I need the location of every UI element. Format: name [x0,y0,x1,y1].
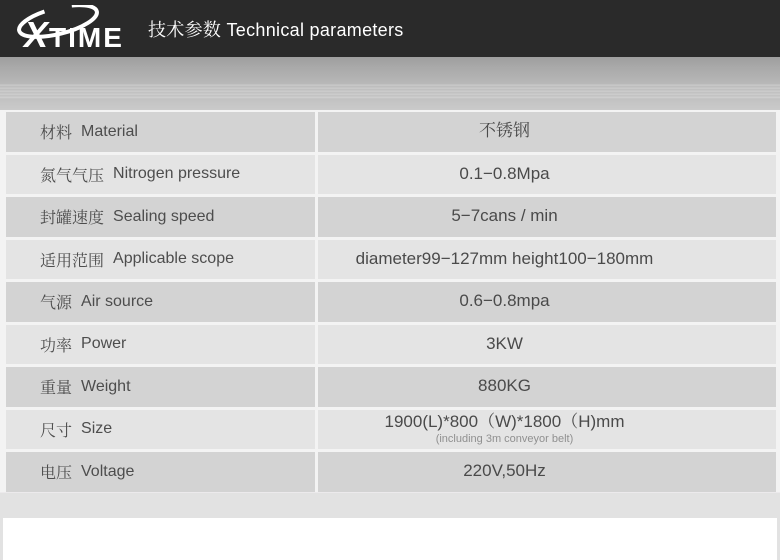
row-value-cell [318,240,776,280]
row-label-cell [6,240,315,280]
row-value-note: (including 3m conveyor belt) [435,432,574,445]
logo-letters-time: TIME [49,21,124,53]
row-label-cell [6,282,315,322]
header-shadow-band [0,57,780,110]
table-row [6,325,776,365]
row-label-cell [6,410,315,450]
table-row [6,452,776,492]
row-value-cell [318,410,776,450]
row-value: 880KG [478,376,531,396]
logo-letter-x: X [24,13,49,53]
row-label-en: Nitrogen pressure [113,165,241,183]
row-label-cell [6,112,315,152]
table-row [6,155,776,195]
row-label-en: Applicable scope [113,250,234,268]
row-value: 1900(L)*800（W)*1800（H)mm [384,411,625,431]
row-label-en: Air source [81,292,154,310]
row-label-zh: 封罐速度 [40,210,105,228]
row-label-en: Power [81,335,127,353]
row-value: 3KW [486,333,523,353]
row-label-zh: 电压 [40,465,73,483]
xtime-logo-graphic [16,5,134,53]
row-label-cell [6,367,315,407]
row-label-en: Size [81,420,113,438]
row-label-zh: 材料 [40,125,73,143]
table-row [6,112,776,152]
table-row [6,197,776,237]
row-value-cell [318,112,776,152]
row-value: 不锈钢 [479,121,530,141]
table-row [6,282,776,322]
table-row [6,240,776,280]
row-label-cell [6,325,315,365]
row-label-cell [6,155,315,195]
table-row [6,367,776,407]
section-title: 技术参数 Technical parameters [148,19,404,40]
row-value: 0.6−0.8mpa [459,291,550,311]
row-value: 220V,50Hz [463,461,546,481]
row-value-cell [318,325,776,365]
row-label-zh: 气源 [40,295,73,313]
row-value: 5−7cans / min [451,206,558,226]
row-label-en: Weight [81,377,131,395]
row-value-cell [318,452,776,492]
row-value-cell [318,197,776,237]
spec-table [0,110,780,492]
header-bar [0,0,780,57]
row-value-cell [318,367,776,407]
row-value: 0.1−0.8Mpa [459,163,550,183]
row-label-en: Voltage [81,462,135,480]
bottom-white-panel [3,518,777,560]
row-label-cell [6,452,315,492]
row-label-zh: 重量 [40,380,73,398]
row-label-zh: 氮气气压 [40,167,105,185]
row-label-en: Sealing speed [113,207,215,225]
row-value: diameter99−127mm height100−180mm [355,248,654,268]
table-row [6,410,776,450]
row-label-cell [6,197,315,237]
row-label-zh: 功率 [40,337,73,355]
row-label-zh: 适用范围 [40,252,105,270]
xtime-logo [16,5,134,53]
row-value-cell [318,155,776,195]
row-label-zh: 尺寸 [40,422,73,440]
row-label-en: Material [81,122,138,140]
row-value-cell [318,282,776,322]
